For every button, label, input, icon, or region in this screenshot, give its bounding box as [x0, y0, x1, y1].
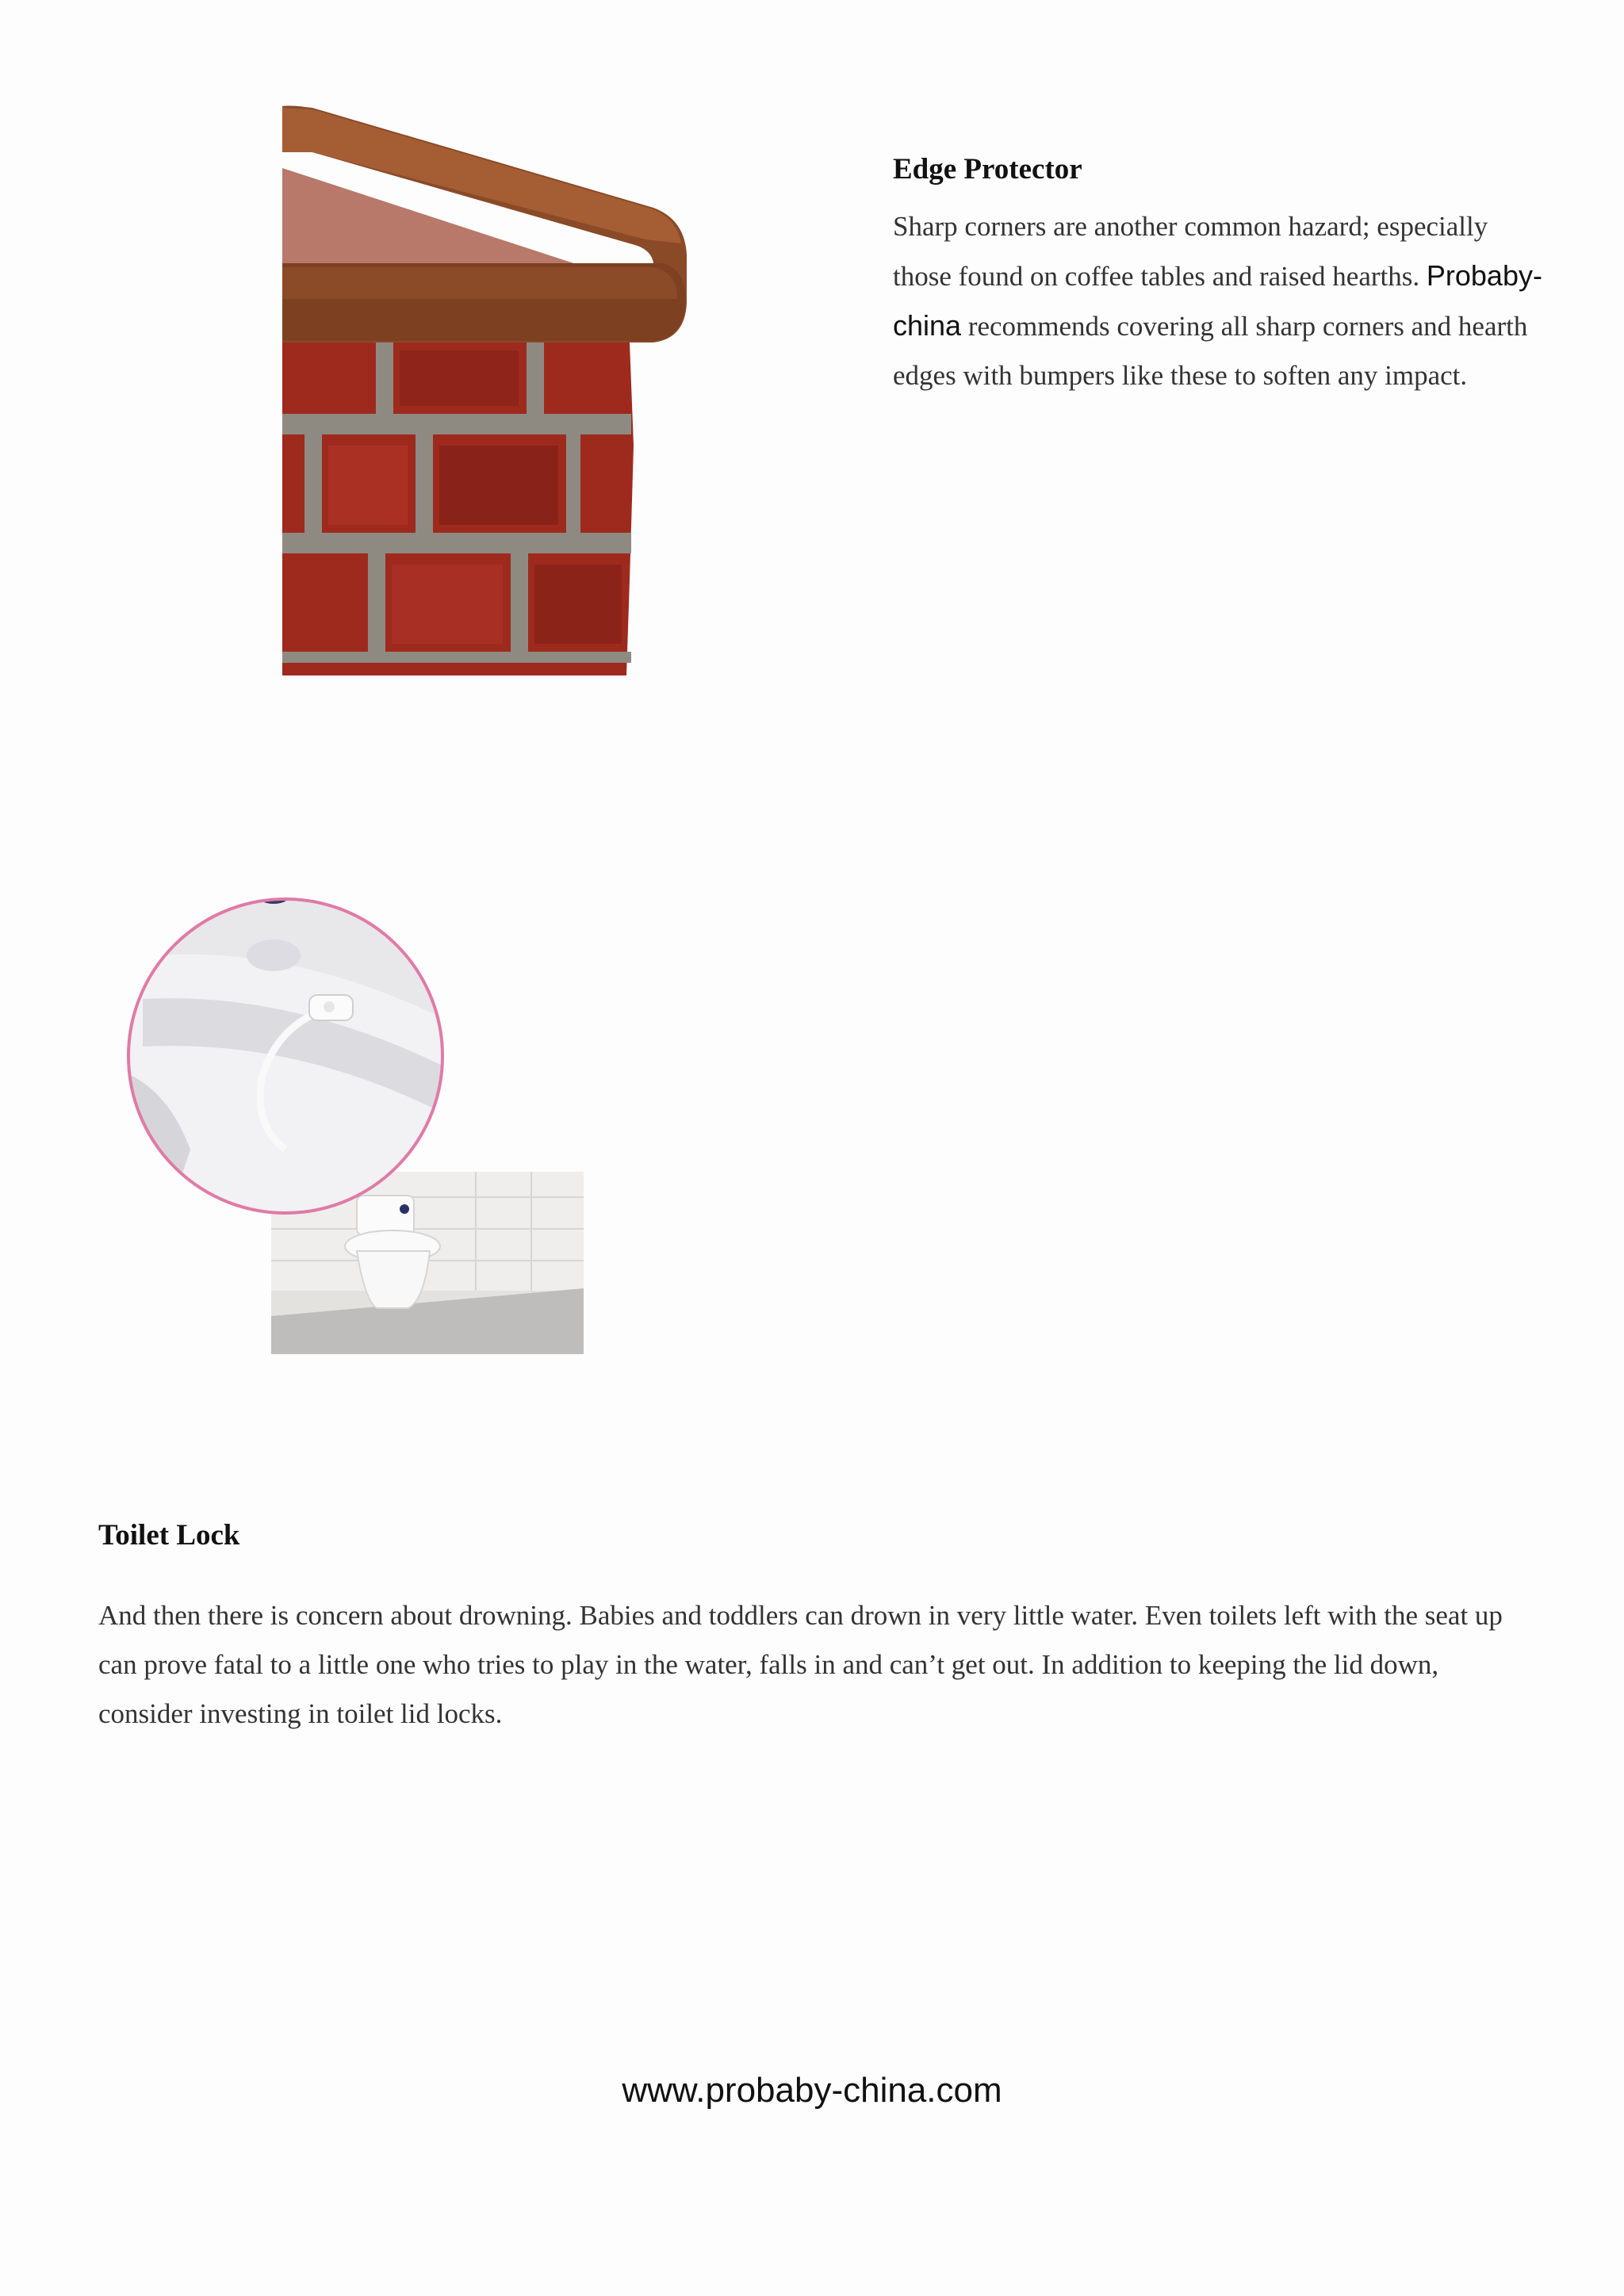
toilet-lock-description: And then there is concern about drowning. Babies and toddlers can drown in very little water. Even toilets left with the seat up can prove fatal to a little one who tries to play in the water, falls in and can’t get out. In addition to keeping the lid down, consider investing in toilet lid locks. — [98, 1600, 1503, 1729]
edge-protector-title: Edge Protector — [893, 153, 1082, 186]
brand-name: Probaby-china — [893, 259, 1542, 342]
edge-protector-text-before: Sharp corners are another common hazard; especially those found on coffee tables and raised hearths. — [893, 211, 1488, 292]
edge-protector-image — [281, 105, 693, 679]
edge-protector-text-after: recommends covering all sharp corners and hearth edges with bumpers like these to soften any impact. — [893, 311, 1528, 391]
toilet-lock-title: Toilet Lock — [98, 1519, 240, 1552]
edge-protector-illustration — [281, 105, 693, 679]
footer-website-url: www.probaby-china.com — [622, 2071, 1002, 2110]
edge-protector-description — [893, 202, 1551, 400]
toilet-lock-illustration — [119, 888, 595, 1364]
toilet-lock-image — [119, 888, 595, 1364]
